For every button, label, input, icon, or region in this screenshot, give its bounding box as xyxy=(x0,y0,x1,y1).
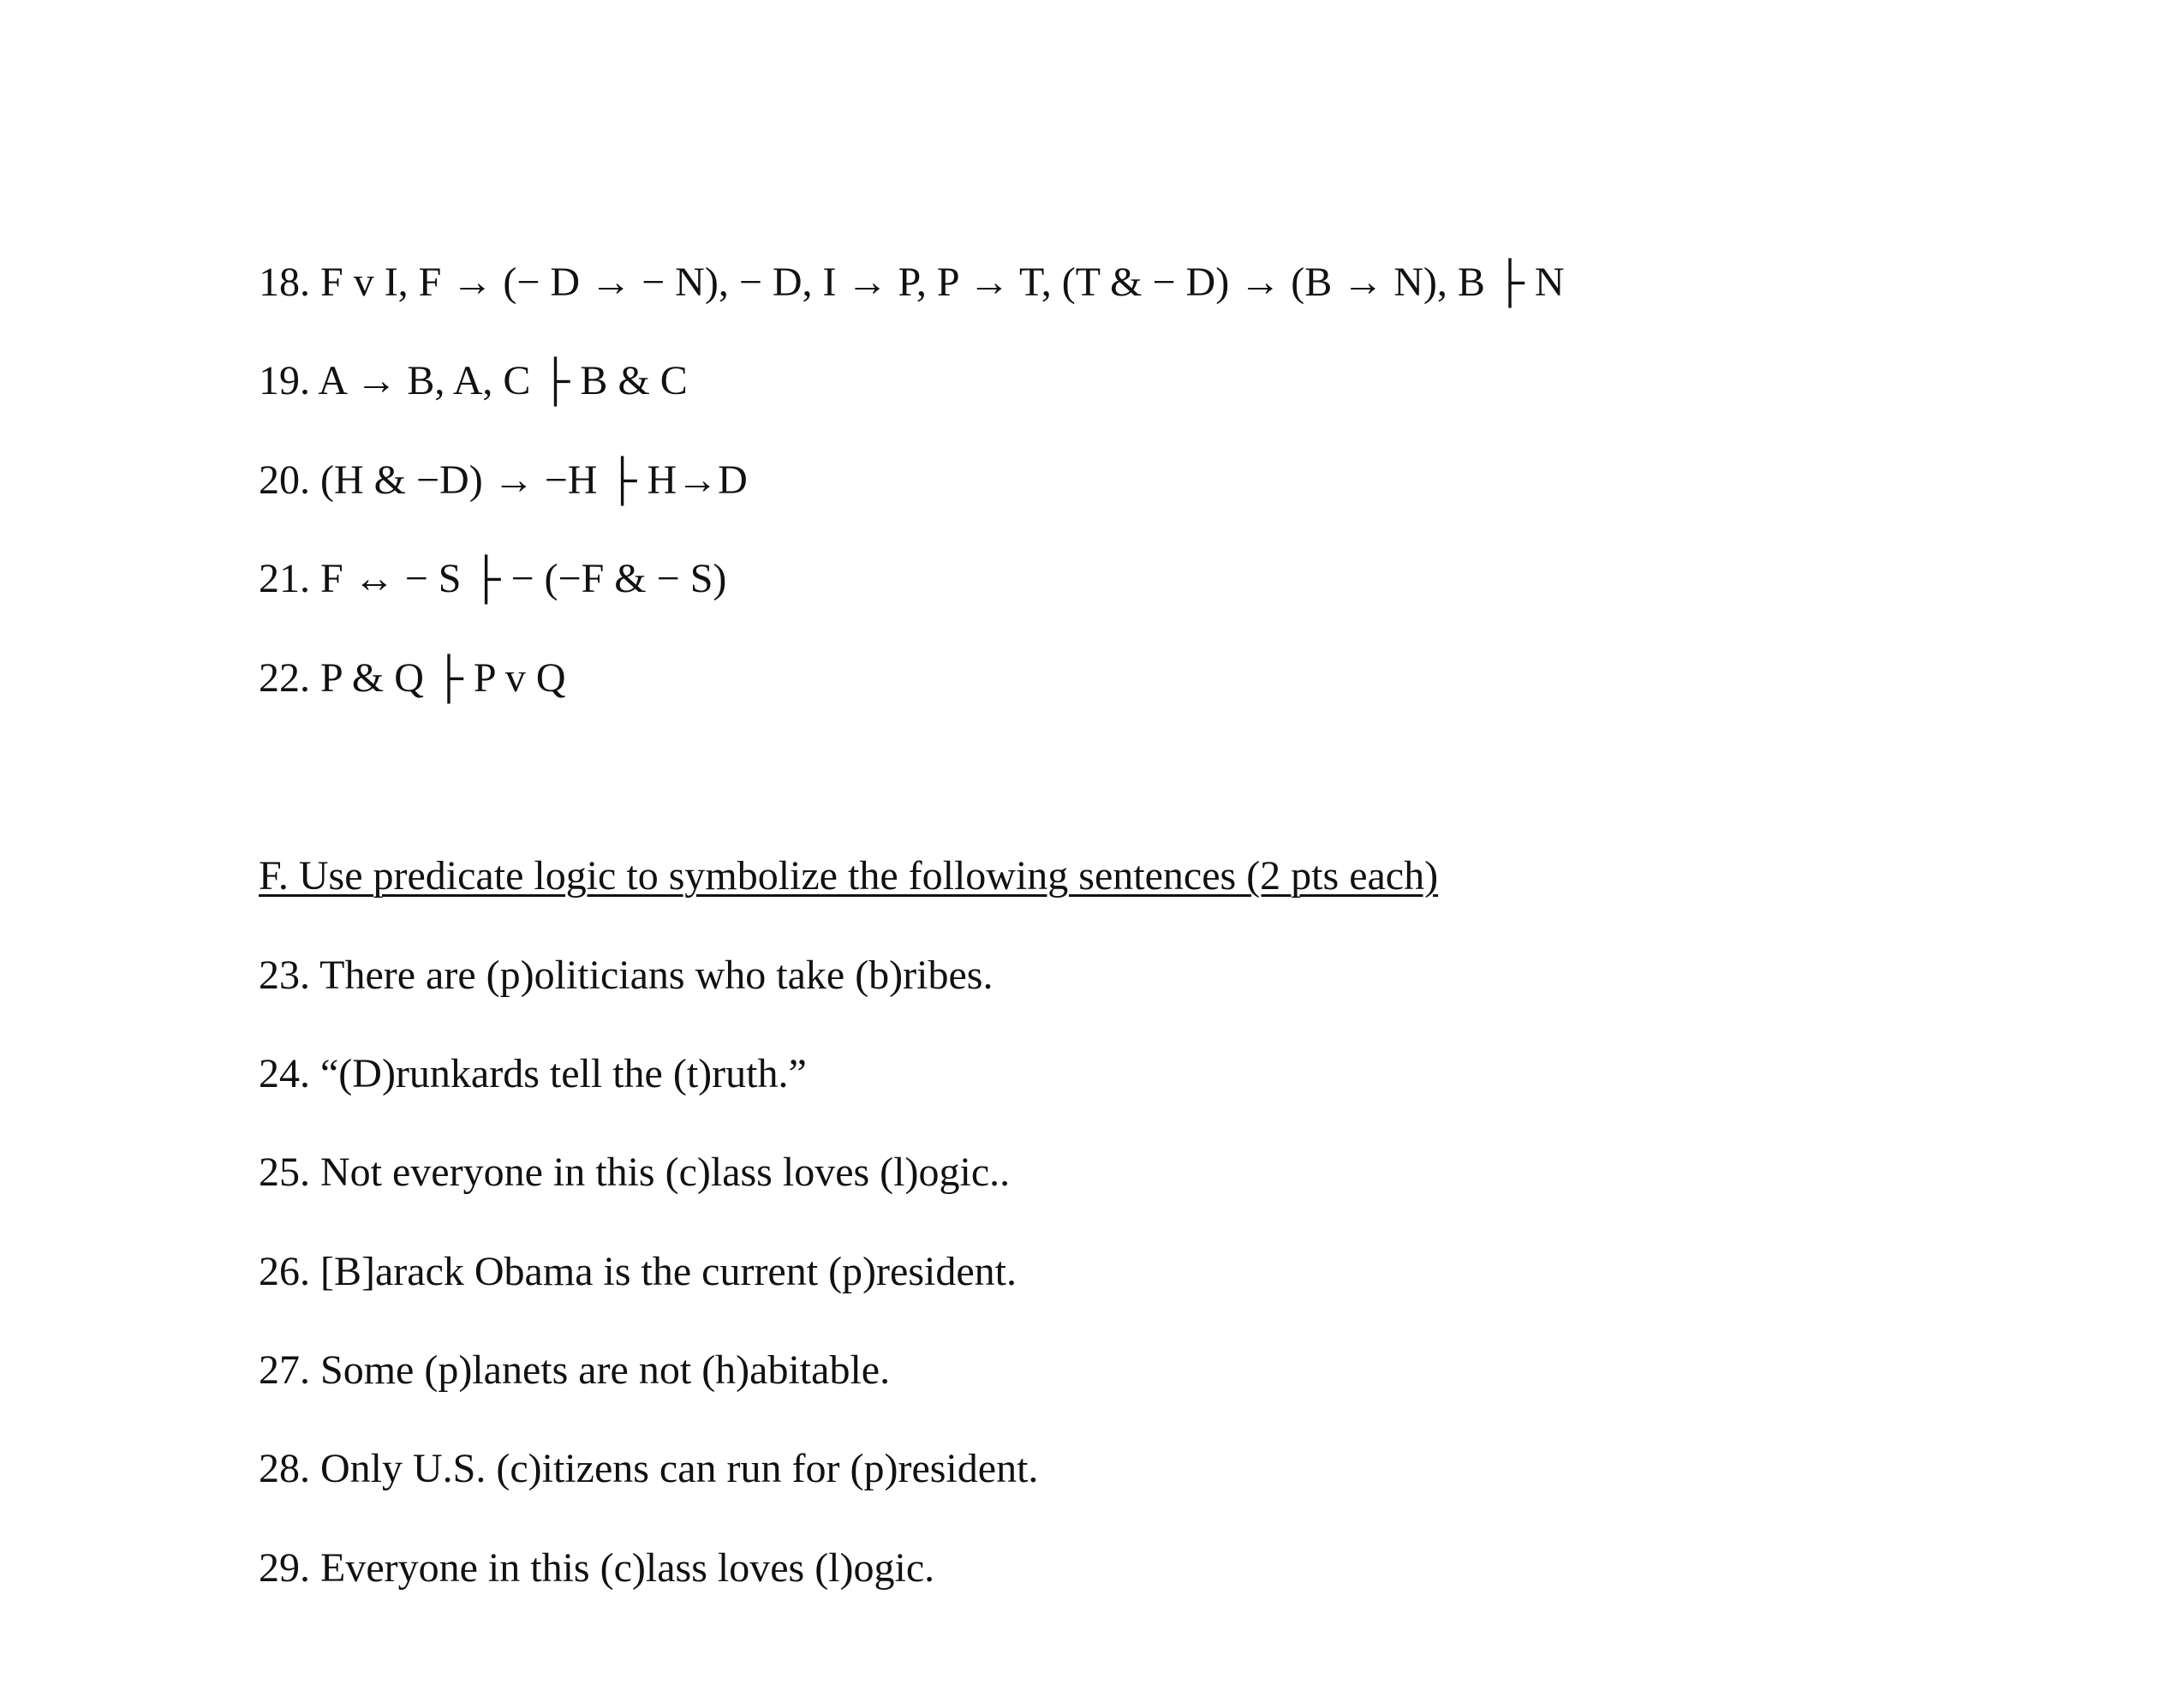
problem-25 xyxy=(259,1147,1010,1198)
problem-29 xyxy=(259,1543,934,1594)
problem-number: 19. xyxy=(259,358,310,403)
problem-text: There are (p)oliticians who take (b)ribes. xyxy=(319,952,994,998)
problem-24 xyxy=(259,1048,807,1100)
problem-text: A → B, A, C ├ B & C xyxy=(318,358,688,403)
problem-26 xyxy=(259,1246,1017,1298)
problem-text: [B]arack Obama is the current (p)resident. xyxy=(320,1249,1017,1294)
problem-21 xyxy=(259,553,726,605)
problem-text: F v I, F → (− D → − N), − D, I → P, P → T, (T & − D) → (B → N), B ├ N xyxy=(320,260,1565,305)
problem-20 xyxy=(259,455,748,506)
problem-number: 21. xyxy=(259,556,310,601)
problem-number: 25. xyxy=(259,1150,310,1195)
problem-number: 24. xyxy=(259,1051,310,1096)
problem-number: 22. xyxy=(259,655,310,701)
problem-number: 23. xyxy=(259,952,310,998)
problem-22 xyxy=(259,653,566,704)
problem-number: 20. xyxy=(259,457,310,503)
problem-27 xyxy=(259,1345,890,1396)
problem-number: 26. xyxy=(259,1249,310,1294)
problem-23 xyxy=(259,950,993,1001)
problem-28 xyxy=(259,1443,1038,1495)
problem-text: Not everyone in this (c)lass loves (l)ogic.. xyxy=(320,1150,1011,1195)
problem-text: “(D)runkards tell the (t)ruth.” xyxy=(320,1051,807,1096)
problem-number: 29. xyxy=(259,1545,310,1591)
problem-text: (H & −D) → −H ├ H→D xyxy=(320,457,748,503)
problem-text: Some (p)lanets are not (h)abitable. xyxy=(320,1347,891,1393)
section-f-heading: F. Use predicate logic to symbolize the following sentences (2 pts each) xyxy=(259,853,1439,899)
problem-19 xyxy=(259,355,688,407)
problem-text: F ↔ − S ├ − (−F & − S) xyxy=(320,556,727,601)
problem-number: 27. xyxy=(259,1347,310,1393)
problem-18 xyxy=(259,257,1565,308)
problem-text: Only U.S. (c)itizens can run for (p)resident. xyxy=(320,1446,1039,1491)
problem-number: 18. xyxy=(259,260,310,305)
problem-number: 28. xyxy=(259,1446,310,1491)
problem-text: Everyone in this (c)lass loves (l)ogic. xyxy=(320,1545,935,1591)
problem-text: P & Q ├ P v Q xyxy=(320,655,566,701)
